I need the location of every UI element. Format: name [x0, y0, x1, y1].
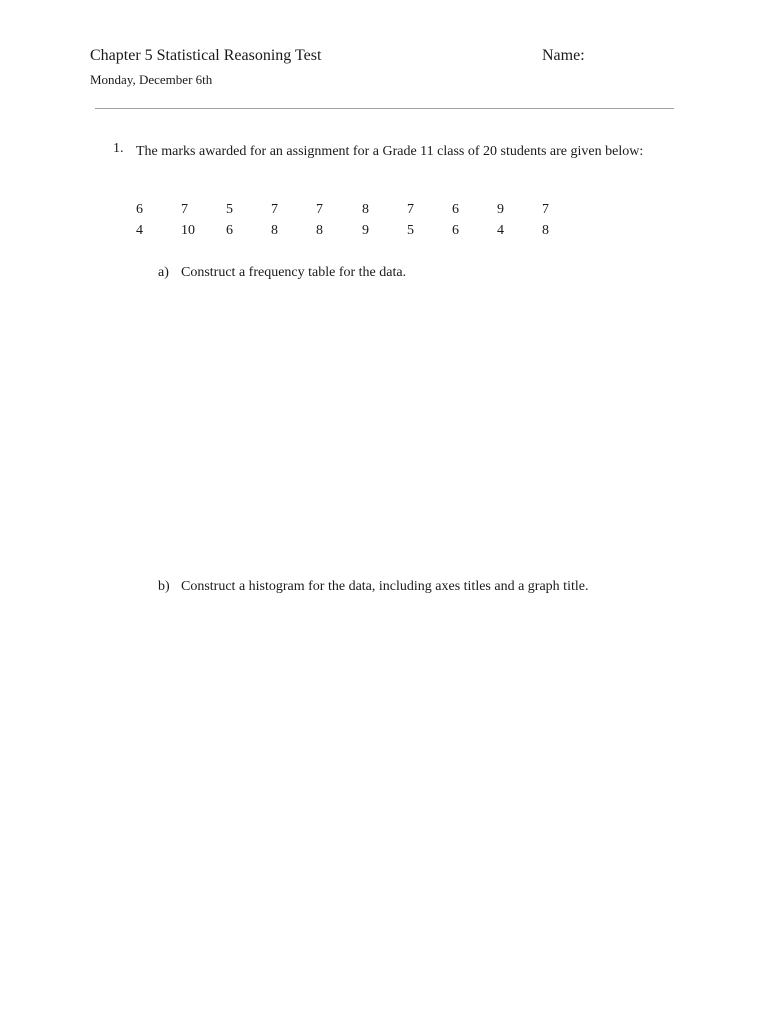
data-value: 7 — [316, 202, 323, 217]
data-value: 4 — [136, 223, 143, 238]
data-value: 8 — [542, 223, 549, 238]
data-value: 7 — [271, 202, 278, 217]
test-title: Chapter 5 Statistical Reasoning Test — [90, 47, 322, 64]
data-value: 6 — [226, 223, 233, 238]
test-date: Monday, December 6th — [90, 72, 213, 87]
data-value: 9 — [362, 223, 369, 238]
data-value: 6 — [136, 202, 143, 217]
header-divider — [95, 108, 674, 109]
data-value: 6 — [452, 223, 459, 238]
data-value: 10 — [181, 223, 195, 238]
part-a-text: Construct a frequency table for the data. — [181, 265, 407, 280]
data-value: 8 — [362, 202, 369, 217]
question-number: 1. — [113, 141, 124, 156]
data-value: 6 — [452, 202, 459, 217]
data-value: 7 — [181, 202, 188, 217]
part-b-text: Construct a histogram for the data, including axes titles and a graph title. — [181, 579, 589, 594]
data-value: 4 — [497, 223, 504, 238]
data-value: 5 — [226, 202, 233, 217]
data-value: 9 — [497, 202, 504, 217]
data-value: 8 — [271, 223, 278, 238]
part-b-label: b) — [158, 579, 170, 594]
data-value: 8 — [316, 223, 323, 238]
name-label: Name: — [542, 47, 585, 64]
data-value: 5 — [407, 223, 414, 238]
data-value: 7 — [407, 202, 414, 217]
question-text: The marks awarded for an assignment for a Grade 11 class of 20 students are given below: — [136, 144, 644, 159]
data-value: 7 — [542, 202, 549, 217]
part-a-label: a) — [158, 265, 169, 280]
